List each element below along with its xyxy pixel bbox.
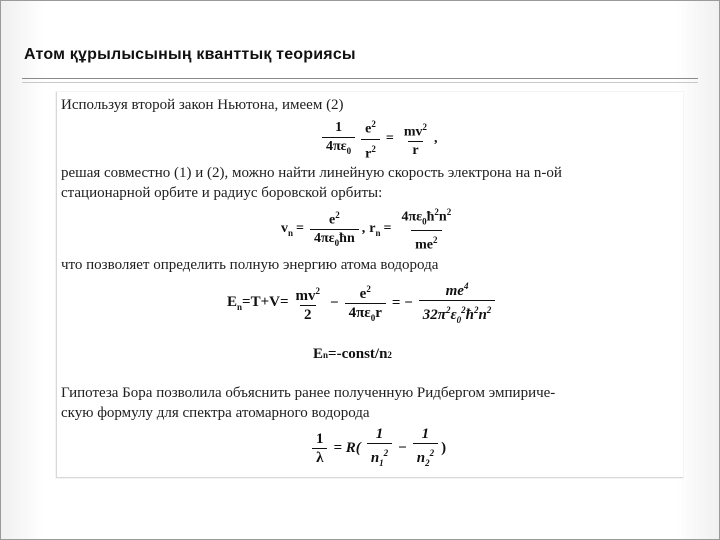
fraction-coulomb: [322, 120, 355, 159]
text-line-solving: решая совместно (1) и (2), можно найти линейную скорость электрона на n-ой: [61, 165, 562, 181]
energy-symbol: E: [313, 346, 324, 362]
fraction-denominator: r: [408, 141, 422, 159]
fraction-denominator: 2: [300, 305, 316, 323]
fraction-radius: [397, 204, 455, 254]
fraction-centripetal: [400, 119, 431, 160]
equals-sign: =: [385, 131, 394, 147]
content-image-panel: [56, 92, 683, 478]
equals-minus-sign: = −: [391, 294, 413, 311]
fraction-denominator: $n_2^2$: [413, 443, 438, 471]
fraction-numerator: 1: [421, 426, 430, 442]
title-divider: [22, 78, 698, 83]
fraction-level-1: [367, 426, 392, 471]
formula-total-energy: [227, 278, 498, 328]
energy-subscript: n: [323, 349, 329, 360]
fraction-denominator: $n_1^2$: [367, 443, 392, 471]
formula-comma: ,: [434, 131, 438, 147]
fraction-denominator: $4\pi\varepsilon_0r$: [345, 303, 386, 326]
fraction-charge-radius: [361, 116, 380, 162]
rydberg-constant: = R(: [333, 440, 361, 456]
text-line-newton: Используя второй закон Ньютона, имеем (2): [61, 97, 344, 113]
fraction-numerator: $mv^2$: [295, 286, 321, 304]
slide-title: Атом құрылысының кванттық теориясы: [24, 46, 356, 63]
fraction-numerator: $me^4$: [445, 281, 469, 299]
fraction-potential: [345, 281, 386, 326]
fraction-kinetic: [292, 283, 325, 323]
minus-sign: −: [330, 294, 339, 311]
minus-sign: −: [398, 440, 407, 456]
energy-exponent: 2: [387, 349, 392, 360]
equals-sign: =: [383, 221, 392, 237]
fraction-bohr-energy: [419, 278, 496, 328]
formula-energy-const: [313, 346, 392, 363]
fraction-numerator: 1: [335, 119, 343, 135]
formula-velocity-radius: [281, 204, 458, 254]
fraction-numerator: $e^2$: [365, 119, 376, 137]
fraction-denominator: λ: [312, 448, 327, 466]
text-line-bohr-hypothesis: Гипотеза Бора позволила объяснить ранее полученную Ридбергом эмпириче-: [61, 385, 556, 401]
text-line-energy: что позволяет определить полную энергию атома водорода: [61, 257, 439, 273]
equals-sign: =: [296, 221, 304, 237]
fraction-inverse-wavelength: [312, 431, 328, 466]
energy-rhs: =-const/n: [328, 346, 388, 362]
fraction-numerator: $mv^2$: [403, 121, 428, 140]
energy-symbol: $E_n=T+V=$: [227, 294, 289, 312]
text-line-orbit: стационарной орбите и радиус боровской орбиты:: [61, 185, 383, 201]
fraction-velocity: [310, 207, 359, 251]
fraction-numerator: 1: [316, 431, 324, 447]
fraction-numerator: $e^2$: [329, 209, 340, 228]
fraction-denominator: $4\pi\varepsilon_0ħn$: [310, 229, 359, 251]
fraction-denominator: $4\pi\varepsilon_0$: [322, 137, 355, 159]
fraction-denominator: $me^2$: [411, 230, 441, 254]
fraction-numerator: 1: [375, 426, 384, 442]
radius-symbol: $r_n$: [369, 220, 381, 238]
velocity-symbol: $v_n$: [281, 220, 294, 238]
fraction-denominator: $r^2$: [361, 139, 380, 163]
fraction-numerator: $4\pi\varepsilon_0ħ^2n^2$: [401, 207, 452, 227]
fraction-denominator: $32\pi^2\varepsilon_0^2ħ^2n^2$: [419, 300, 496, 328]
fraction-numerator: $e^2$: [359, 283, 371, 302]
closing-parenthesis: ): [441, 440, 447, 456]
text-line-rydberg: скую формулу для спектра атомарного водорода: [61, 405, 370, 421]
formula-newton: [319, 116, 438, 162]
formula-comma: ,: [361, 221, 366, 237]
fraction-level-2: [413, 426, 438, 471]
formula-rydberg: [309, 426, 446, 471]
